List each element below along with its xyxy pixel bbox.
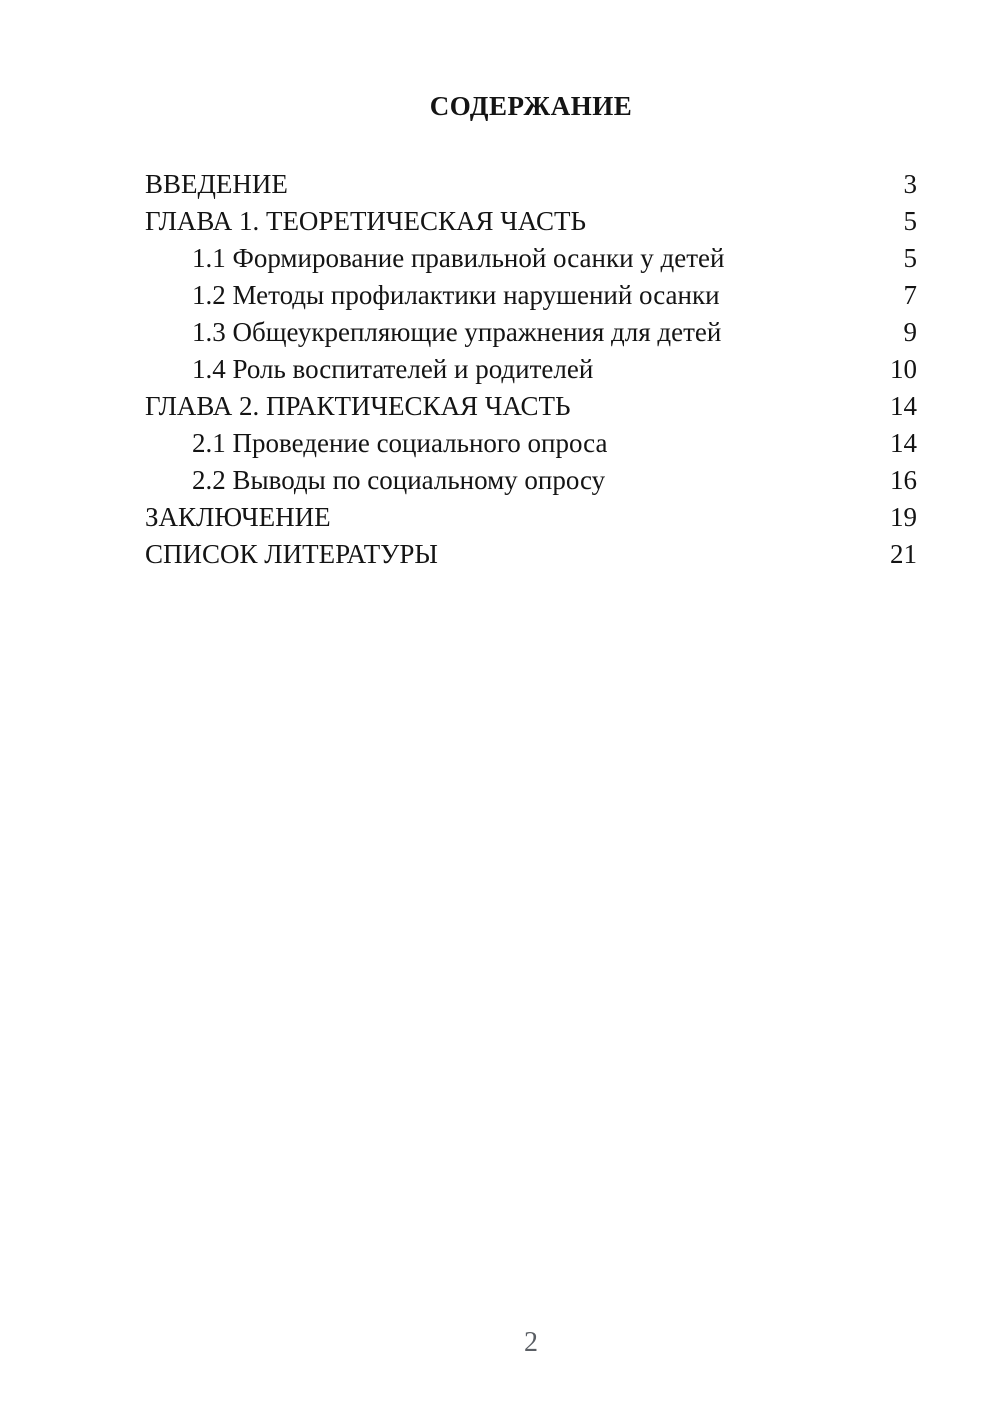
toc-entry-page-number: 9 [903,317,917,347]
toc-entry-label: 1.3 Общеукрепляющие упражнения для детей [192,317,722,347]
toc-entry-page-number: 14 [890,428,917,458]
toc-entry-label: 1.4 Роль воспитателей и родителей [192,354,594,384]
toc-entry-label: ВВЕДЕНИЕ [145,169,288,199]
toc-entry [145,499,917,536]
toc-entry [145,240,917,277]
toc-entry [145,462,917,499]
toc-entry-page-number: 10 [890,354,917,384]
toc-entry-label: 2.2 Выводы по социальному опросу [192,465,606,495]
table-of-contents [145,166,917,573]
toc-entry [145,425,917,462]
toc-entry-label: 1.2 Методы профилактики нарушений осанки [192,280,720,310]
toc-entry-page-number: 16 [890,465,917,495]
toc-entry-label: СПИСОК ЛИТЕРАТУРЫ [145,539,438,569]
toc-entry [145,166,917,203]
page-footer [145,1324,917,1361]
toc-entry-page-number: 3 [903,169,917,199]
toc-entry-page-number: 5 [903,206,917,236]
toc-entry-page-number: 21 [890,539,917,569]
toc-entry [145,351,917,388]
toc-entry-page-number: 5 [903,243,917,273]
page-title: СОДЕРЖАНИЕ [429,91,633,121]
toc-entry [145,203,917,240]
toc-entry [145,314,917,351]
toc-entry-page-number: 7 [903,280,917,310]
toc-entry-label: ГЛАВА 1. ТЕОРЕТИЧЕСКАЯ ЧАСТЬ [145,206,586,236]
toc-entry [145,277,917,314]
page-number: 2 [524,1327,538,1358]
toc-entry-label: 1.1 Формирование правильной осанки у детей [192,243,725,273]
toc-entry-label: ГЛАВА 2. ПРАКТИЧЕСКАЯ ЧАСТЬ [145,391,571,421]
toc-entry [145,536,917,573]
toc-entry [145,388,917,425]
toc-entry-label: ЗАКЛЮЧЕНИЕ [145,502,331,532]
toc-entry-page-number: 19 [890,502,917,532]
toc-entry-label: 2.1 Проведение социального опроса [192,428,608,458]
toc-entry-page-number: 14 [890,391,917,421]
